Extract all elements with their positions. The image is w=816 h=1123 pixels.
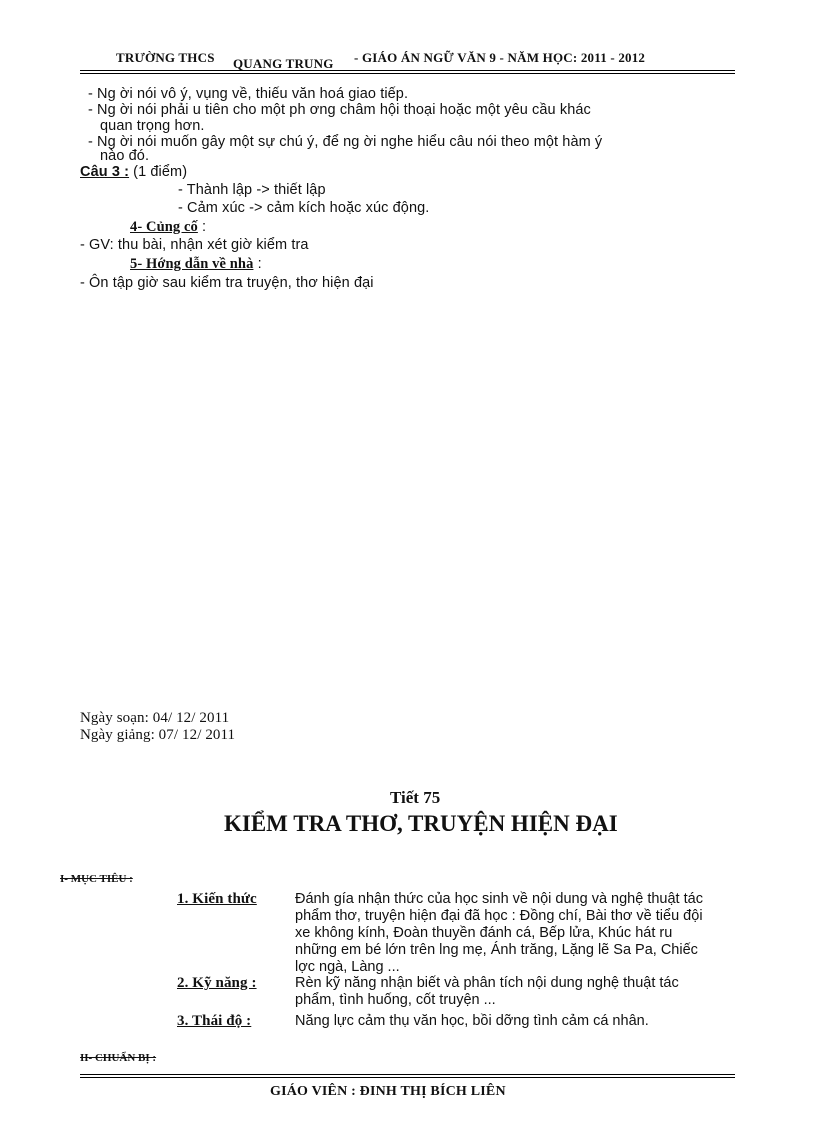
footer-rule-bottom — [80, 1077, 735, 1078]
muctieu-heading: I- MỤC TIÊU : — [60, 873, 133, 885]
header-school-name: QUANG TRUNG — [233, 56, 334, 71]
cungco-suffix: : — [197, 219, 207, 235]
muctieu-label-kienthuc: 1. Kiến thức — [177, 891, 257, 907]
header-subject: - GIÁO ÁN NGỮ VĂN 9 - NĂM HỌC: 2011 - 2012 — [354, 50, 646, 65]
cungco-heading-row — [130, 219, 206, 236]
header-rule-bottom — [80, 73, 735, 74]
kienthuc-line-2: phẩm thơ, truyện hiện đại đã học : Đồng chí, Bài thơ về tiểu đội — [295, 908, 703, 924]
huongdan-heading-row — [130, 256, 262, 273]
footer-teacher: GIÁO VIÊN : ĐINH THỊ BÍCH LIÊN — [270, 1084, 506, 1099]
answer-line-1: - Ng ời nói vô ý, vụng về, thiếu văn hoá giao tiếp. — [88, 86, 409, 102]
muctieu-text-kienthuc — [295, 891, 761, 976]
footer-rule-top — [80, 1074, 735, 1075]
kienthuc-line-5: lợc ngà, Làng ... — [295, 959, 400, 975]
lesson-title: KIỂM TRA THƠ, TRUYỆN HIỆN ĐẠI — [224, 811, 618, 836]
muctieu-label-kynang: 2. Kỹ năng : — [177, 975, 257, 991]
kienthuc-line-4: những em bé lớn trên lng mẹ, Ánh trăng, Lặng lẽ Sa Pa, Chiếc — [295, 942, 698, 958]
answer-line-2: - Ng ời nói phải u tiên cho một ph ơng châm hội thoại hoặc một yêu cầu khác — [88, 102, 591, 118]
cau3-row — [80, 164, 187, 180]
huongdan-text: - Ôn tập giờ sau kiểm tra truyện, thơ hiện đại — [80, 275, 374, 291]
cungco-heading: 4- Củng cố — [130, 219, 198, 235]
header-school: TRƯỜNG THCS — [116, 50, 215, 65]
cau3-label: Câu 3 : — [80, 164, 130, 180]
muctieu-text-kynang — [295, 975, 761, 1009]
date-soan: Ngày soạn: 04/ 12/ 2011 — [80, 710, 230, 726]
thaido-line-1: Năng lực cảm thụ văn học, bồi dỡng tình cảm cá nhân. — [295, 1013, 649, 1029]
cau3-item-b: - Cảm xúc -> cảm kích hoặc xúc động. — [178, 200, 430, 216]
header-rule-top — [80, 70, 735, 71]
answer-line-2b: quan trọng hơn. — [100, 118, 205, 134]
kienthuc-line-3: xe không kính, Đoàn thuyền đánh cá, Bếp lửa, Khúc hát ru — [295, 925, 673, 941]
muctieu-label-thaido: 3. Thái độ : — [177, 1013, 252, 1029]
chuanbi-heading: II- CHUẨN BỊ : — [80, 1052, 157, 1064]
huongdan-heading: 5- Hớng dẫn về nhà — [130, 256, 254, 272]
muctieu-text-thaido — [295, 1013, 761, 1030]
cungco-text: - GV: thu bài, nhận xét giờ kiểm tra — [80, 237, 309, 253]
date-giang: Ngày giảng: 07/ 12/ 2011 — [80, 727, 236, 743]
kienthuc-line-1: Đánh gía nhận thức của học sinh về nội dung và nghệ thuật tác — [295, 891, 703, 907]
lesson-number: Tiết 75 — [390, 788, 441, 807]
huongdan-suffix: : — [253, 256, 262, 272]
answer-line-3b: nào đó. — [100, 148, 150, 164]
answer-line-3: - Ng ời nói muốn gây một sự chú ý, để ng ời nghe hiểu câu nói theo một hàm ý — [88, 134, 603, 150]
kynang-line-1: Rèn kỹ năng nhận biết và phân tích nội dung nghệ thuật tác — [295, 975, 679, 991]
cau3-item-a: - Thành lập -> thiết lập — [178, 182, 326, 198]
cau3-points: (1 điểm) — [129, 164, 188, 180]
kynang-line-2: phẩm, tình huống, cốt truyện ... — [295, 992, 496, 1008]
